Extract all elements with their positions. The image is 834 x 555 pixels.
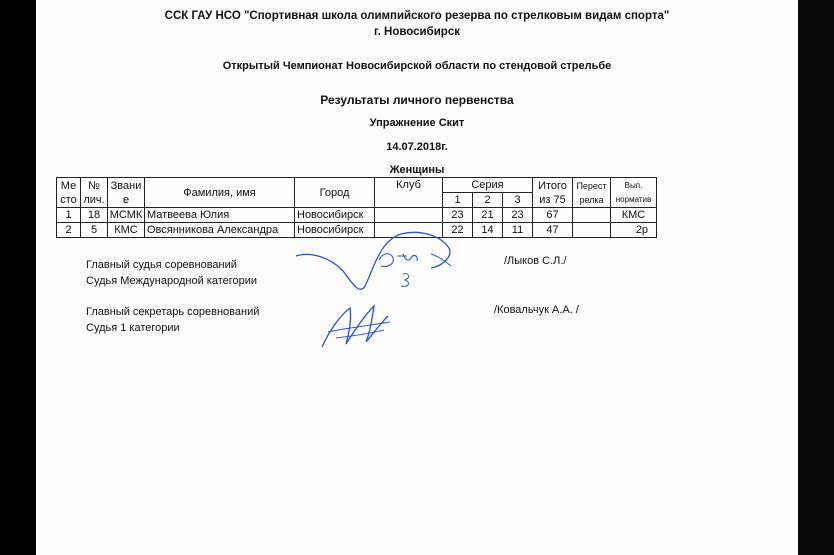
- cell-series-1: 23: [443, 208, 473, 223]
- cell-place: 1: [57, 208, 81, 223]
- col-total-header: Итого из 75: [533, 178, 573, 208]
- organization-name: ССК ГАУ НСО "Спортивная школа олимпийского резерва по стрелковым видам спорта": [164, 10, 670, 22]
- cell-number: 18: [81, 208, 108, 223]
- secretary-role: Главный секретарь соревнований: [86, 306, 260, 318]
- chief-judge-role: Главный судья соревнований: [86, 259, 237, 271]
- cell-series-1: 22: [443, 223, 473, 238]
- col-rank-header: Звани е: [108, 178, 145, 208]
- exercise-name: Упражнение Скит: [369, 117, 465, 129]
- event-date: 14.07.2018г.: [386, 141, 448, 153]
- cell-place: 2: [57, 223, 81, 238]
- cell-shootoff: [573, 223, 611, 238]
- chief-judge-signature: [291, 226, 471, 298]
- cell-series-2: 21: [473, 208, 503, 223]
- document-page: [36, 0, 798, 555]
- cell-name: Овсянникова Александра: [145, 223, 295, 238]
- cell-total: 67: [533, 208, 573, 223]
- table-header-row: [57, 178, 657, 193]
- series-3-header: 3: [503, 193, 533, 208]
- cell-city: Новосибирск: [295, 208, 375, 223]
- scan-edge: [798, 0, 834, 555]
- results-title: Результаты личного первенства: [320, 93, 514, 107]
- table-row: [57, 208, 657, 223]
- event-title: Открытый Чемпионат Новосибирской области по стендовой стрельбе: [222, 60, 612, 72]
- col-number-header: № лич.: [81, 178, 108, 208]
- col-series-header: Серия: [443, 178, 533, 193]
- cell-rank: КМС: [108, 223, 145, 238]
- cell-series-3: 23: [503, 208, 533, 223]
- col-norm-header: Вып. норматив: [611, 178, 657, 208]
- cell-number: 5: [81, 223, 108, 238]
- cell-series-3: 11: [503, 223, 533, 238]
- cell-total: 47: [533, 223, 573, 238]
- cell-club: [375, 208, 443, 223]
- cell-norm: 2р: [611, 223, 657, 238]
- chief-judge-name: /Лыков С.Л./: [504, 255, 567, 267]
- cell-rank: МСМК: [108, 208, 145, 223]
- cell-name: Матвеева Юлия: [145, 208, 295, 223]
- col-club-header: Клуб: [375, 178, 443, 208]
- secretary-signature: [316, 292, 406, 352]
- col-shootoff-header: Перест релка: [573, 178, 611, 208]
- series-1-header: 1: [443, 193, 473, 208]
- category-label: Женщины: [389, 164, 445, 176]
- col-place-header: Ме сто: [57, 178, 81, 208]
- col-city-header: Город: [295, 178, 375, 208]
- chief-judge-category: Судья Международной категории: [86, 275, 258, 287]
- cell-shootoff: [573, 208, 611, 223]
- col-name-header: Фамилия, имя: [145, 178, 295, 208]
- series-2-header: 2: [473, 193, 503, 208]
- cell-city: Новосибирск: [295, 223, 375, 238]
- secretary-name: /Ковальчук А.А. /: [494, 304, 579, 316]
- cell-norm: КМС: [611, 208, 657, 223]
- secretary-category: Судья 1 категории: [86, 322, 180, 334]
- organization-city: г. Новосибирск: [374, 26, 460, 38]
- cell-series-2: 14: [473, 223, 503, 238]
